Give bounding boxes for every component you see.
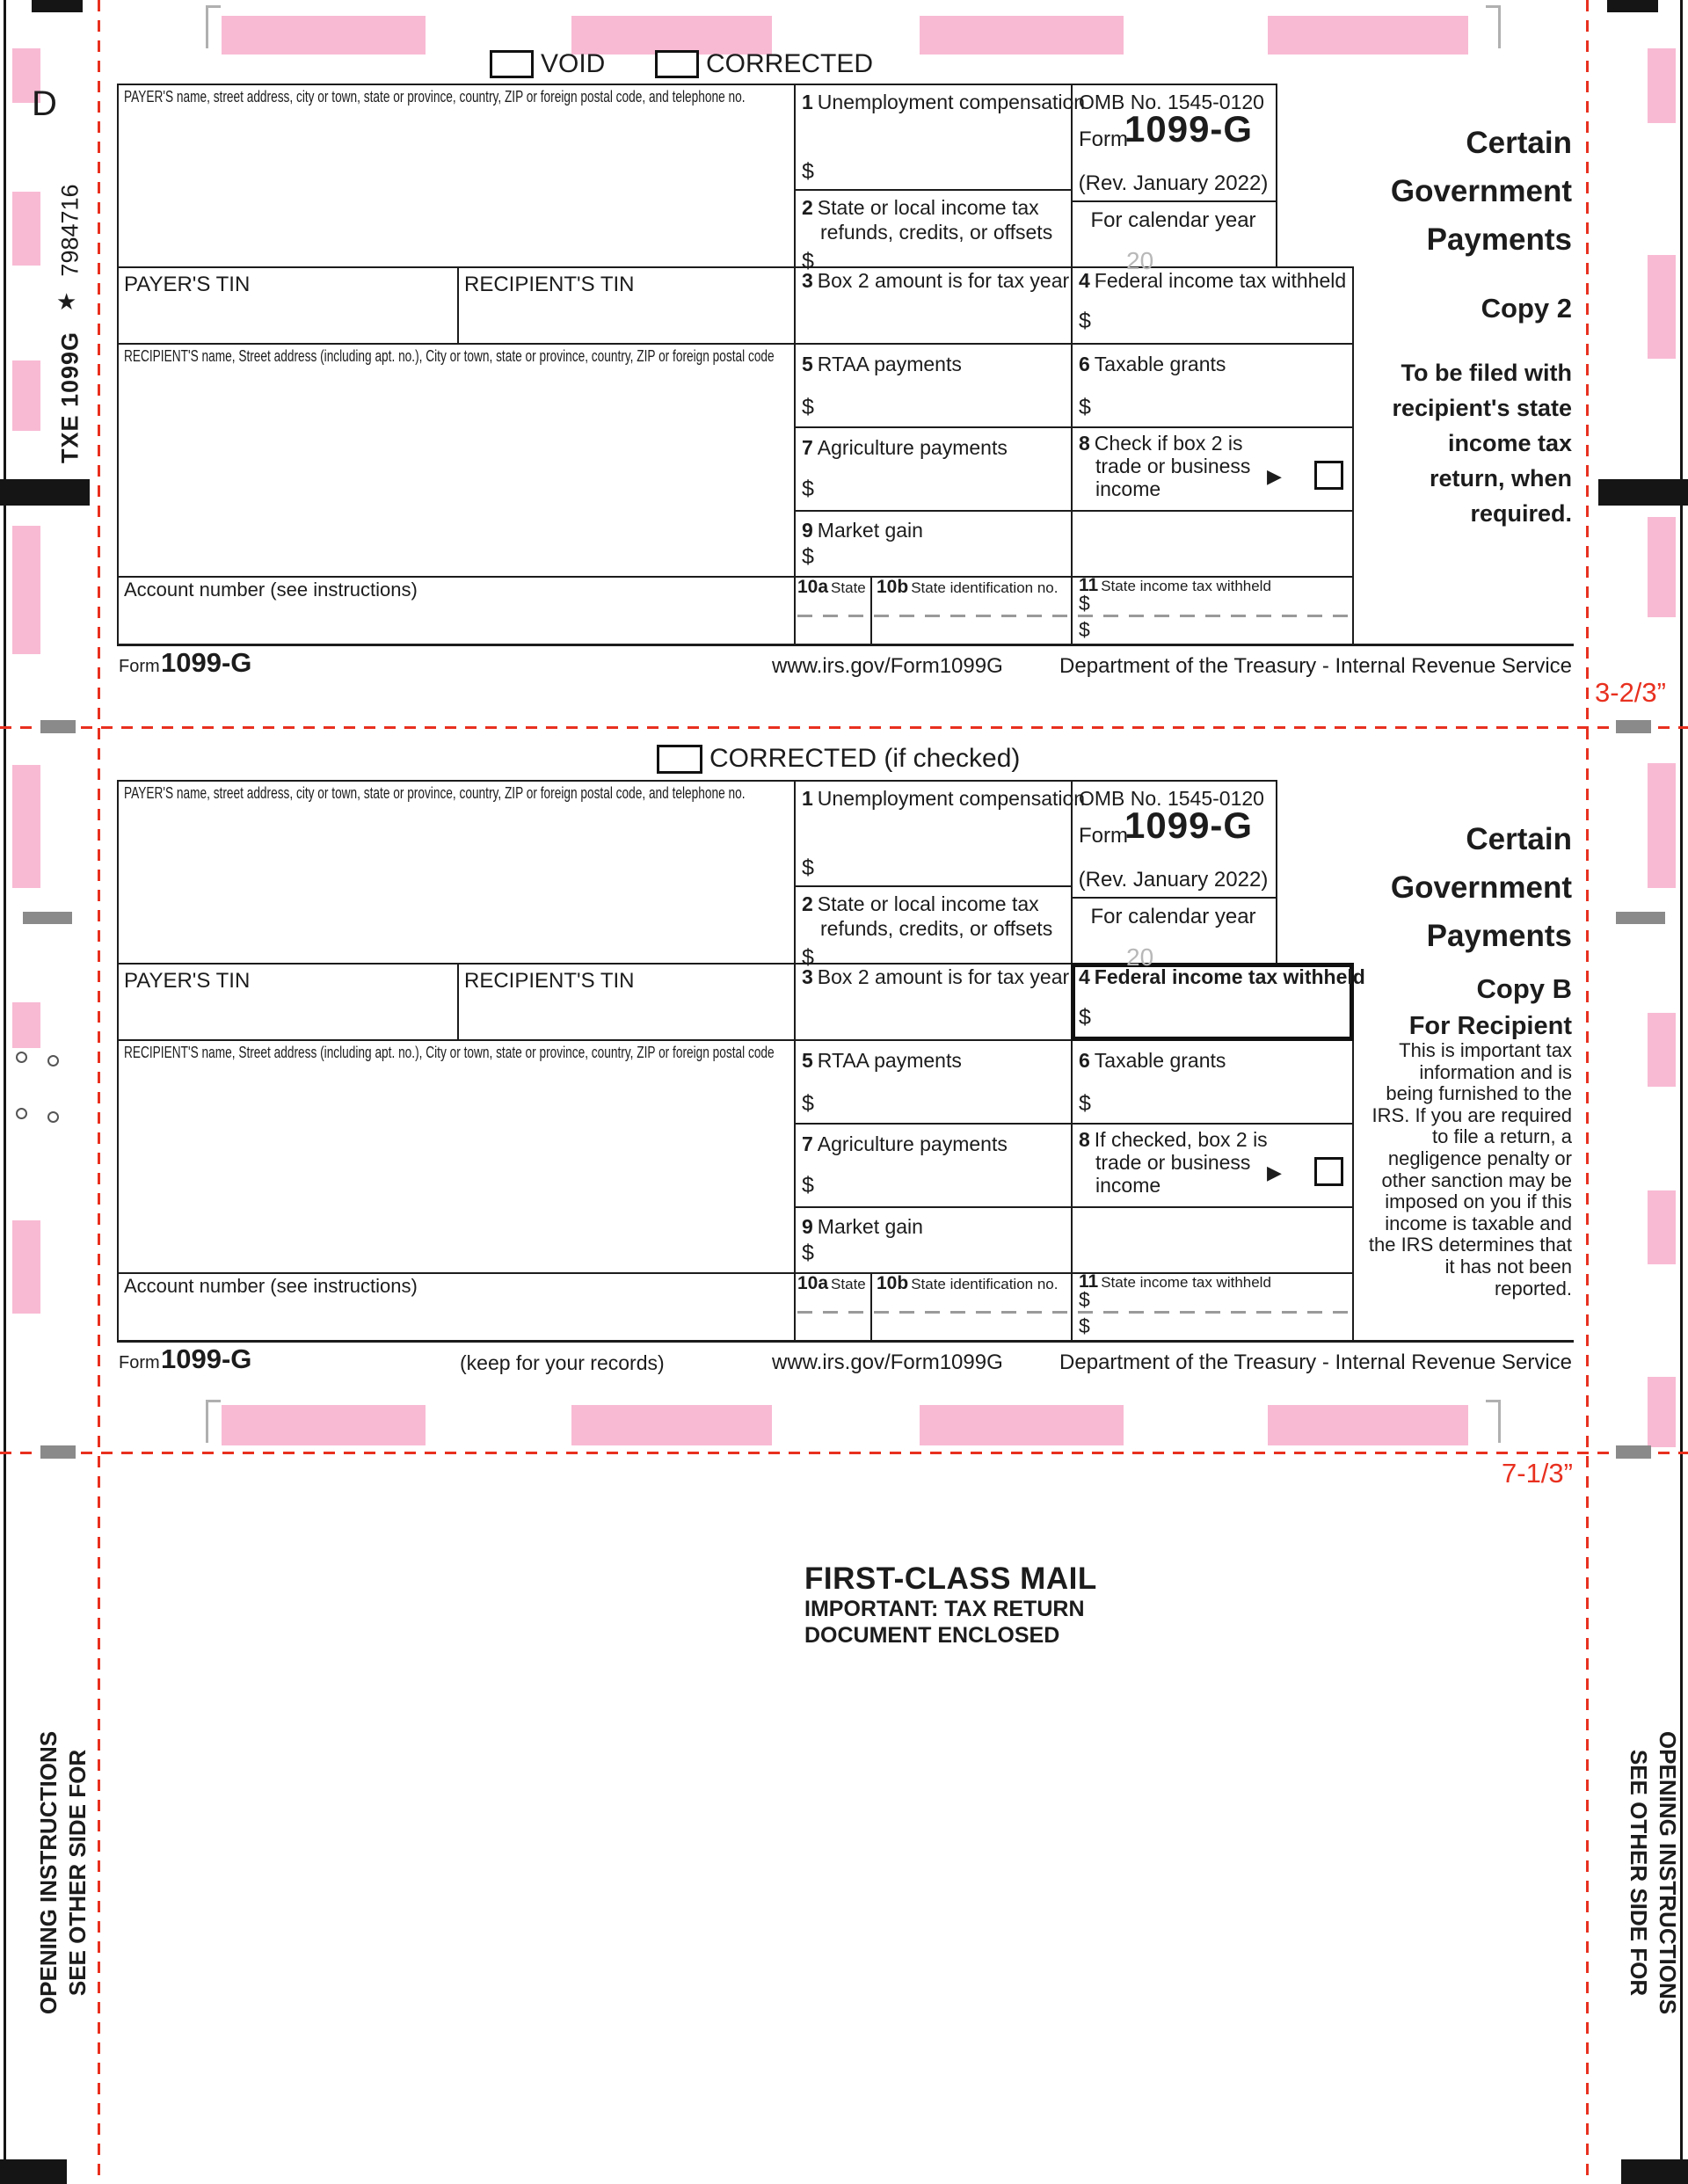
form-1099g-copyb [117, 744, 1574, 1404]
box10a-label: 10a State [797, 577, 866, 597]
recipient-notice-line: imposed on you if this [1385, 1190, 1572, 1213]
tractor-strip [1648, 763, 1676, 888]
box8-label: 8 Check if box 2 is [1079, 432, 1243, 455]
arrow-icon: ▶ [1267, 465, 1282, 487]
box7-amount-field[interactable]: $ [802, 1173, 814, 1198]
payer-name-label: PAYER'S name, street address, city or town, state or province, country, ZIP or foreign postal code, and telephone no. [124, 784, 746, 802]
box4-amount-field[interactable]: $ [1079, 1005, 1091, 1030]
box2-amount-field[interactable]: $ [802, 945, 814, 970]
keep-records-label: (keep for your records) [460, 1351, 665, 1374]
revision-label: (Rev. January 2022) [1078, 171, 1269, 195]
form-title-line: Certain [1466, 822, 1572, 856]
crop-bracket [206, 5, 221, 48]
rule-line [117, 644, 1574, 646]
tractor-strip [1268, 1405, 1468, 1445]
recipient-notice-line: negligence penalty or [1387, 1147, 1572, 1169]
copy-note-line: recipient's state [1392, 395, 1572, 421]
tractor-strip [1648, 48, 1676, 123]
box8-label-line2: trade or business [1095, 455, 1251, 477]
first-class-mail-label: FIRST-CLASS MAIL [804, 1562, 1097, 1596]
form-1099g-copy2 [117, 49, 1574, 708]
omb-number: OMB No. 1545-0120 [1079, 787, 1264, 810]
rule-line [1071, 780, 1073, 1342]
rule-line [870, 576, 872, 645]
state-row-divider [797, 615, 1351, 617]
corrected-checkbox[interactable] [657, 745, 702, 774]
rule-line [794, 780, 796, 1342]
copy-note-line: income tax [1447, 430, 1572, 456]
irs-url[interactable]: www.irs.gov/Form1099G [772, 1350, 1003, 1374]
rule-line [117, 1340, 1574, 1343]
calendar-year-field[interactable]: 20 [1126, 943, 1154, 971]
fold2-measure-label: 7-1/3” [1502, 1458, 1573, 1489]
box5-amount-field[interactable]: $ [802, 395, 814, 419]
fold1-measure-label: 3-2/3” [1595, 677, 1666, 708]
rule-line [117, 343, 1354, 345]
fold-tick [1616, 1445, 1651, 1459]
opening-instructions-line: SEE OTHER SIDE FOR [64, 1749, 91, 1997]
irs-url[interactable]: www.irs.gov/Form1099G [772, 654, 1003, 678]
crop-bracket [206, 1400, 221, 1443]
box4-label: 4 Federal income tax withheld [1079, 269, 1347, 292]
form-title-line: Certain [1466, 126, 1572, 160]
form-word: Form [1079, 127, 1128, 151]
box9-amount-field[interactable]: $ [802, 544, 814, 569]
box11-label: 11 State income tax withheld [1079, 1271, 1271, 1292]
box8-label-line3: income [1095, 477, 1161, 500]
stock-number: 7984716 [56, 184, 84, 277]
recipient-notice-line: the IRS determines that [1368, 1234, 1572, 1256]
mailer-important-line: IMPORTANT: TAX RETURN [804, 1597, 1085, 1621]
tractor-strip [12, 526, 40, 654]
tractor-strip [12, 1220, 40, 1314]
payer-name-label: PAYER'S name, street address, city or town, state or province, country, ZIP or foreign postal code, and telephone no. [124, 88, 746, 106]
registration-mark [0, 2159, 67, 2184]
rule-line [117, 266, 1354, 268]
registration-mark [1607, 0, 1658, 12]
rule-line [117, 84, 119, 645]
box1-label: 1 Unemployment compensation [802, 787, 1086, 810]
tractor-strip [1268, 16, 1468, 55]
rule-line [457, 266, 459, 345]
box8-label-line2: trade or business [1095, 1151, 1251, 1174]
arrow-icon: ▶ [1267, 1161, 1282, 1183]
treasury-department-label: Department of the Treasury - Internal Revenue Service [1059, 654, 1572, 678]
rule-line [1071, 897, 1277, 899]
tractor-strip [571, 1405, 772, 1445]
recipient-notice-line: IRS. If you are required [1372, 1103, 1572, 1126]
form-number: 1099-G [1124, 108, 1254, 149]
for-recipient-label: For Recipient [1408, 1012, 1572, 1040]
box2-label-line2: refunds, credits, or offsets [820, 221, 1053, 244]
tractor-strip [1648, 1377, 1676, 1447]
registration-mark [1621, 2159, 1688, 2184]
recipient-tin-label: RECIPIENT'S TIN [464, 969, 635, 993]
rule-line [794, 1206, 1354, 1208]
registration-mark [32, 0, 83, 12]
form-title-line: Payments [1426, 919, 1572, 953]
copy-designation: Copy B [1476, 973, 1572, 1004]
rule-line [870, 1272, 872, 1342]
fold-tick [40, 720, 76, 733]
rule-line [794, 885, 1073, 887]
fold-line-1 [0, 726, 1688, 729]
calendar-year-label: For calendar year [1090, 905, 1256, 928]
registration-mark [1598, 479, 1688, 506]
box8-label: 8 If checked, box 2 is [1079, 1128, 1268, 1151]
box3-label: 3 Box 2 amount is for tax year [802, 269, 1070, 292]
fold-tick [1616, 720, 1651, 733]
box2-amount-field[interactable]: $ [802, 249, 814, 273]
fold-tick [40, 1445, 76, 1459]
copy-note-line: return, when [1429, 465, 1572, 491]
corrected-label: CORRECTED [706, 49, 874, 78]
tractor-strip [12, 360, 40, 431]
rule-line [1276, 84, 1277, 266]
recipient-notice-line: to file a return, a [1432, 1125, 1572, 1148]
box7-label: 7 Agriculture payments [802, 1132, 1008, 1155]
recipient-notice-line: reported. [1494, 1277, 1572, 1299]
rule-line [1071, 200, 1277, 202]
omb-number: OMB No. 1545-0120 [1079, 91, 1264, 113]
tractor-strip [1648, 255, 1676, 359]
tractor-strip [1648, 1013, 1676, 1087]
punch-ring [47, 1055, 59, 1067]
perforation-line-left [98, 0, 100, 2184]
box5-label: 5 RTAA payments [802, 353, 962, 375]
recipient-notice-line: it has not been [1444, 1255, 1572, 1278]
box8-label-line3: income [1095, 1174, 1161, 1197]
recipient-notice-line: information and is [1419, 1060, 1572, 1083]
copy-designation: Copy 2 [1481, 293, 1572, 324]
box11-amount-field[interactable]: $ [1079, 1314, 1090, 1337]
calendar-year-label: For calendar year [1090, 208, 1256, 232]
box4-label: 4 Federal income tax withheld [1079, 965, 1365, 988]
form-title-line: Government [1390, 870, 1572, 905]
void-checkbox[interactable] [490, 50, 534, 78]
box1-label: 1 Unemployment compensation [802, 91, 1086, 113]
punch-ring [16, 1052, 27, 1063]
rule-line [117, 780, 1277, 782]
box10a-label: 10a State [797, 1273, 866, 1293]
copy-note-line: required. [1470, 500, 1572, 527]
opening-instructions-line: OPENING INSTRUCTIONS [35, 1730, 62, 2015]
opening-instructions-line: SEE OTHER SIDE FOR [1626, 1749, 1652, 1997]
form-number: 1099-G [1124, 804, 1254, 846]
star-icon: ★ [56, 288, 77, 315]
box11-amount-field[interactable]: $ [1079, 1288, 1090, 1311]
registration-mark [23, 912, 72, 924]
box7-label: 7 Agriculture payments [802, 436, 1008, 459]
rule-line [457, 963, 459, 1041]
punch-ring [47, 1111, 59, 1123]
rule-line [1276, 780, 1277, 963]
tractor-strip [12, 192, 40, 266]
opening-instructions-line: OPENING INSTRUCTIONS [1655, 1730, 1681, 2015]
calendar-year-field[interactable]: 20 [1126, 247, 1154, 274]
box5-amount-field[interactable]: $ [802, 1091, 814, 1116]
punch-ring [16, 1108, 27, 1119]
tractor-strip [1648, 517, 1676, 617]
rule-line [117, 84, 1277, 85]
box11-label: 11 State income tax withheld [1079, 575, 1271, 595]
recipient-notice [1369, 1040, 1572, 1299]
rule-line [117, 780, 119, 1342]
rule-line [794, 510, 1354, 512]
tractor-strip [12, 765, 40, 888]
opening-instructions-right [1624, 1731, 1682, 2014]
footer-form-word: Form [119, 1353, 160, 1372]
box2-label-line2: refunds, credits, or offsets [820, 917, 1053, 940]
box10b-label: 10b State identification no. [877, 577, 1059, 597]
box2-label: 2 State or local income tax [802, 196, 1039, 219]
revision-label: (Rev. January 2022) [1078, 868, 1269, 892]
recipient-name-label: RECIPIENT'S name, Street address (including apt. no.), City or town, state or province, country, ZIP or foreign postal code [124, 1044, 775, 1061]
box8-checkbox[interactable] [1314, 461, 1343, 490]
footer-form-word: Form [119, 657, 160, 676]
tractor-strip [920, 16, 1124, 55]
box8-checkbox[interactable] [1314, 1157, 1343, 1186]
tractor-strip [222, 1405, 426, 1445]
box11-amount-field[interactable]: $ [1079, 618, 1090, 641]
payer-tin-label: PAYER'S TIN [124, 969, 251, 993]
box10b-label: 10b State identification no. [877, 1273, 1059, 1293]
void-label: VOID [541, 49, 606, 78]
rule-line [1352, 266, 1354, 645]
recipient-notice-line: This is important tax [1399, 1039, 1572, 1061]
rule-line [794, 426, 1354, 428]
recipient-tin-label: RECIPIENT'S TIN [464, 273, 635, 296]
mailer-enclosed-line: DOCUMENT ENCLOSED [804, 1623, 1060, 1648]
box11-amount-field[interactable]: $ [1079, 592, 1090, 615]
box5-label: 5 RTAA payments [802, 1049, 962, 1072]
registration-mark [0, 479, 90, 506]
recipient-name-label: RECIPIENT'S name, Street address (including apt. no.), City or town, state or province, country, ZIP or foreign postal code [124, 347, 775, 365]
tractor-strip [920, 1405, 1124, 1445]
d-marker: D [32, 84, 57, 123]
box2-label: 2 State or local income tax [802, 892, 1039, 915]
box6-amount-field[interactable]: $ [1079, 395, 1091, 419]
fold-line-2 [0, 1452, 1688, 1454]
box9-amount-field[interactable]: $ [802, 1241, 814, 1265]
treasury-department-label: Department of the Treasury - Internal Revenue Service [1059, 1350, 1572, 1374]
registration-mark [1616, 912, 1665, 924]
account-number-label: Account number (see instructions) [124, 579, 418, 601]
tractor-strip [1648, 1190, 1676, 1264]
product-code: TXE 1099G [56, 331, 84, 464]
box1-amount-field[interactable]: $ [802, 855, 814, 880]
rule-line [794, 84, 796, 645]
box9-label: 9 Market gain [802, 1215, 923, 1238]
box3-label: 3 Box 2 amount is for tax year [802, 965, 1070, 988]
crop-bracket [1486, 1400, 1501, 1443]
payer-tin-label: PAYER'S TIN [124, 273, 251, 296]
footer-form-number: 1099-G [161, 647, 252, 678]
footer-form-number: 1099-G [161, 1343, 252, 1374]
rule-line [794, 189, 1073, 191]
opening-instructions-left [34, 1731, 92, 2014]
form-title-line: Government [1390, 174, 1572, 208]
box9-label: 9 Market gain [802, 519, 923, 542]
state-row-divider [797, 1311, 1351, 1314]
perforation-line-right [1586, 0, 1589, 2184]
box4-amount-field[interactable]: $ [1079, 309, 1091, 333]
tractor-strip [222, 16, 426, 55]
recipient-notice-line: income is taxable and [1385, 1212, 1572, 1234]
account-number-label: Account number (see instructions) [124, 1275, 418, 1297]
rule-line [1071, 84, 1073, 645]
box1-amount-field[interactable]: $ [802, 159, 814, 184]
box6-label: 6 Taxable grants [1079, 1049, 1226, 1072]
corrected-label: CORRECTED (if checked) [709, 744, 1021, 773]
rule-line [794, 1123, 1354, 1125]
recipient-notice-line: other sanction may be [1381, 1168, 1572, 1191]
box7-amount-field[interactable]: $ [802, 477, 814, 501]
form-word: Form [1079, 824, 1128, 848]
box6-label: 6 Taxable grants [1079, 353, 1226, 375]
tractor-strip [12, 1002, 40, 1048]
crop-bracket [1486, 5, 1501, 48]
paper-edge-left [4, 0, 6, 2184]
box6-amount-field[interactable]: $ [1079, 1091, 1091, 1116]
form-title-line: Payments [1426, 222, 1572, 257]
copy-note-line: To be filed with [1401, 360, 1572, 386]
corrected-checkbox[interactable] [655, 50, 699, 78]
recipient-notice-line: being furnished to the [1386, 1082, 1572, 1105]
